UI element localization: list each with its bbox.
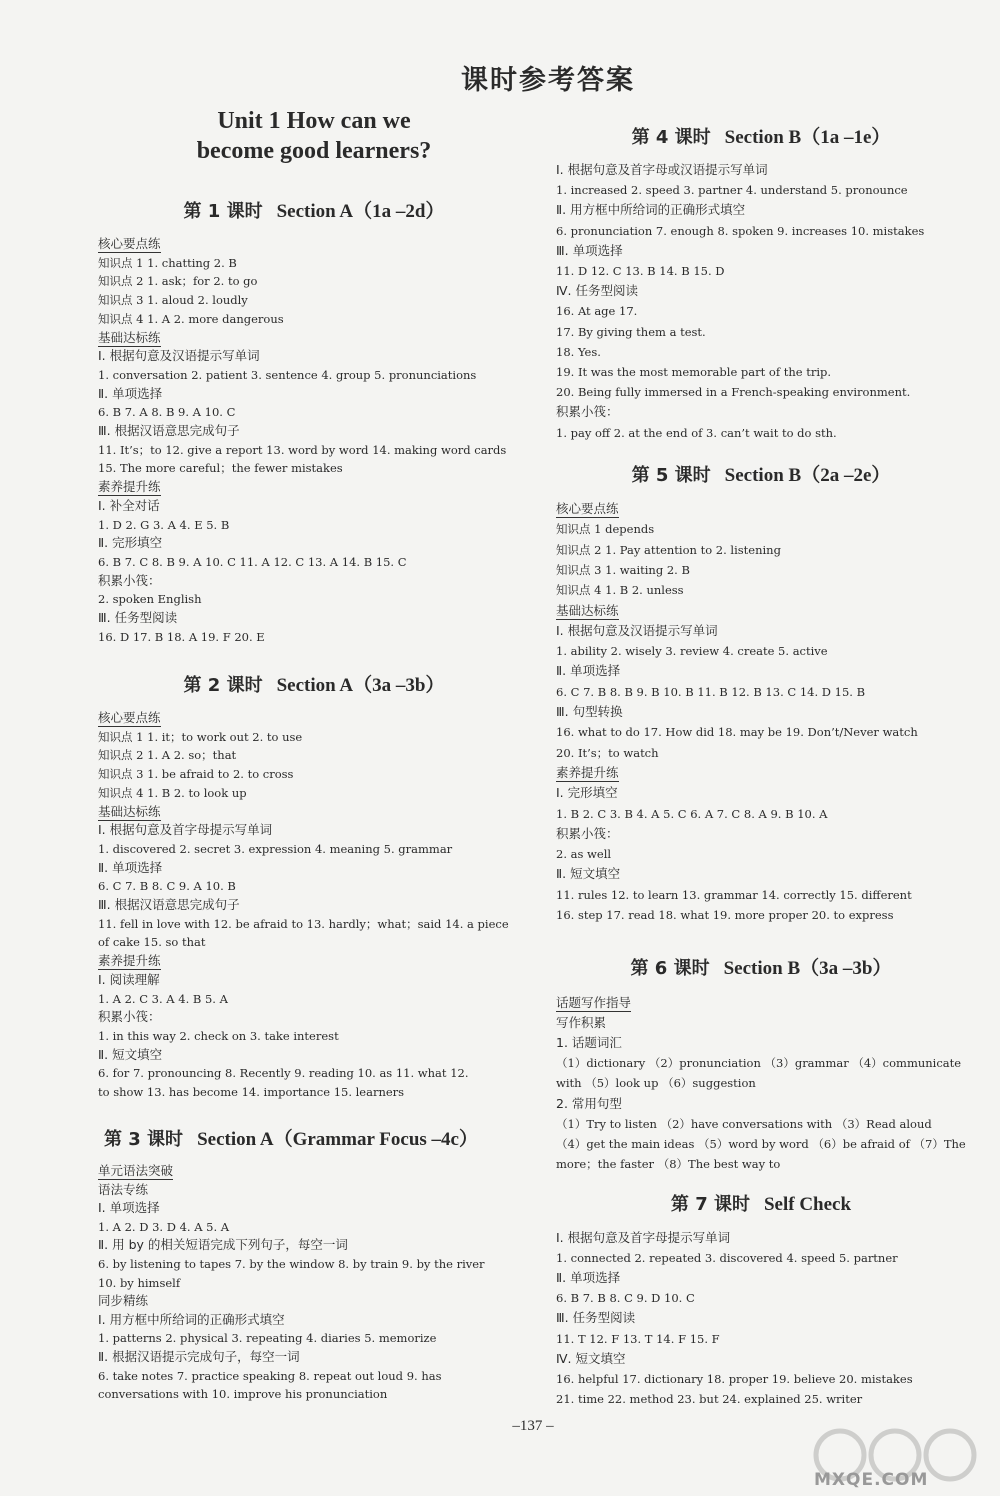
answer-line: 1. D 2. G 3. A 4. E 5. B — [98, 517, 230, 532]
answer-line: Ⅲ. 任务型阅读 — [98, 610, 178, 625]
answer-line: 2. 常用句型 — [556, 1095, 622, 1111]
answer-line: 1. in this way 2. check on 3. take interest — [98, 1028, 339, 1043]
lesson-number: 第 6 课时 — [630, 958, 710, 979]
answer-line: 1. increased 2. speed 3. partner 4. understand 5. pronounce — [556, 183, 908, 198]
section-heading-text: 核心要点练 — [98, 710, 161, 725]
lesson-title: Section A（Grammar Focus –4c） — [197, 1129, 478, 1150]
section-heading-text: 素养提升练 — [98, 953, 161, 969]
answer-line: Ⅱ. 短文填空 — [98, 1046, 163, 1062]
section-heading-text: 核心要点练 — [556, 501, 619, 516]
answer-line: Ⅰ. 补全对话 — [98, 497, 160, 513]
lesson-6-heading — [556, 953, 966, 980]
section-heading-text: 单元语法突破 — [98, 1163, 174, 1178]
lesson-7-heading — [556, 1190, 966, 1216]
lesson-number: 第 1 课时 — [183, 201, 263, 222]
section-heading — [98, 804, 530, 821]
watermark-text: MXQE.COM — [814, 1470, 929, 1490]
answer-line: 6. pronunciation 7. enough 8. spoken 9. increases 10. mistakes — [556, 223, 925, 238]
answer-line: Ⅱ. 用方框中所给词的正确形式填空 — [556, 202, 746, 218]
answer-line: 知识点 2 1. ask；for 2. to go — [98, 274, 258, 289]
lesson-number: 第 4 课时 — [631, 127, 711, 148]
answer-line: Ⅱ. 单项选择 — [556, 1270, 621, 1286]
answer-line: 1. conversation 2. patient 3. sentence 4. group 5. pronunciations — [98, 367, 477, 382]
answer-line: Ⅰ. 根据句意及首字母或汉语提示写单词 — [556, 162, 768, 177]
answer-line: 15. The more careful；the fewer mistakes — [98, 461, 343, 476]
answer-line: 6. C 7. B 8. B 9. B 10. B 11. B 12. B 13. C 14. D 15. B — [556, 684, 866, 699]
answer-line: 16. what to do 17. How did 18. may be 19. Don’t/Never watch — [556, 725, 918, 740]
section-heading-text: 基础达标练 — [98, 803, 161, 819]
lesson-title: Section B（3a –3b） — [723, 958, 892, 979]
answer-line: 1. pay off 2. at the end of 3. can’t wait to do sth. — [556, 425, 837, 440]
answer-line: 知识点 4 1. B 2. unless — [556, 583, 684, 598]
answer-line: 1. ability 2. wisely 3. review 4. create 5. active — [556, 644, 828, 659]
answer-line: 6. B 7. C 8. B 9. A 10. C 11. A 12. C 13. A 14. B 15. C — [98, 554, 407, 569]
answer-line: 20. Being fully immersed in a French-speaking environment. — [556, 385, 911, 400]
lesson-title: Self Check — [763, 1194, 852, 1215]
answer-line: 知识点 2 1. Pay attention to 2. listening — [556, 542, 781, 557]
answer-line: 10. by himself — [98, 1275, 181, 1290]
answer-line: 知识点 1 1. chatting 2. B — [98, 255, 237, 270]
answer-line: conversations with 10. improve his pronunciation — [98, 1387, 388, 1402]
answer-line: 写作积累 — [556, 1015, 607, 1031]
answer-line: 同步精练 — [98, 1293, 149, 1309]
page-title: 课时参考答案 — [461, 65, 635, 96]
answer-line: 16. step 17. read 18. what 19. more proper 20. to express — [556, 908, 894, 922]
section-heading — [98, 710, 530, 727]
answer-line: Ⅲ. 任务型阅读 — [556, 1310, 636, 1326]
answer-line: Ⅰ. 阅读理解 — [98, 971, 160, 987]
section-heading-text: 素养提升练 — [556, 764, 619, 780]
answer-line: 1. A 2. C 3. A 4. B 5. A — [98, 991, 228, 1006]
answer-line: （4）get the main ideas （5）word by word （6）be afraid of （7）The — [556, 1136, 966, 1151]
answer-line: to show 13. has become 14. importance 15. learners — [98, 1085, 405, 1099]
answer-line: 21. time 22. method 23. but 24. explained 25. writer — [556, 1391, 863, 1406]
answer-line: Ⅰ. 用方框中所给词的正确形式填空 — [98, 1311, 285, 1327]
answer-line: 2. spoken English — [98, 592, 202, 607]
answer-line: Ⅰ. 单项选择 — [98, 1200, 160, 1216]
answer-line: 11. T 12. F 13. T 14. F 15. F — [556, 1331, 720, 1346]
answer-line: 6. for 7. pronouncing 8. Recently 9. reading 10. as 11. what 12. — [98, 1066, 469, 1081]
answer-line: 1. 话题词汇 — [556, 1035, 622, 1051]
lesson-title: Section A（3a –3b） — [276, 675, 445, 696]
answer-line: 17. By giving them a test. — [556, 324, 706, 339]
section-heading — [98, 1163, 530, 1180]
answer-line: 6. take notes 7. practice speaking 8. repeat out loud 9. has — [98, 1368, 442, 1383]
answer-line: （1）dictionary （2）pronunciation （3）grammar （4）communicate — [556, 1056, 962, 1071]
answer-line: 1. B 2. C 3. B 4. A 5. C 6. A 7. C 8. A 9. B 10. A — [556, 806, 828, 821]
section-heading — [98, 479, 530, 496]
lesson-5-heading — [556, 460, 966, 487]
answer-line: Ⅱ. 单项选择 — [556, 663, 621, 679]
answer-line: 1. patterns 2. physical 3. repeating 4. diaries 5. memorize — [98, 1331, 437, 1346]
page-number: –137 – — [512, 1418, 554, 1434]
unit-title-line-1: Unit 1 How can we — [217, 108, 411, 134]
lesson-number: 第 7 课时 — [670, 1194, 750, 1215]
lesson-1-heading — [98, 196, 530, 223]
lesson-4-heading — [556, 122, 966, 149]
answer-line: Ⅱ. 根据汉语提示完成句子，每空一词 — [98, 1349, 300, 1364]
answer-line: Ⅰ. 根据句意及首字母提示写单词 — [98, 822, 273, 838]
answer-line: 知识点 4 1. B 2. to look up — [98, 785, 247, 800]
lesson-3-heading — [98, 1124, 536, 1151]
answer-line: 知识点 4 1. A 2. more dangerous — [98, 311, 284, 326]
answer-line: Ⅰ. 完形填空 — [556, 785, 618, 801]
section-heading — [556, 603, 966, 620]
answer-line: （1）Try to listen （2）have conversations with （3）Read aloud — [556, 1116, 932, 1131]
answer-line: 6. by listening to tapes 7. by the window 8. by train 9. by the river — [98, 1257, 485, 1271]
answer-line: 18. Yes. — [556, 344, 601, 359]
section-heading-text: 话题写作指导 — [556, 995, 632, 1010]
answer-line: Ⅳ. 短文填空 — [556, 1350, 626, 1366]
answer-line: of cake 15. so that — [98, 935, 206, 950]
answer-line: 16. D 17. B 18. A 19. F 20. E — [98, 629, 265, 644]
answer-line: 知识点 2 1. A 2. so；that — [98, 748, 237, 763]
answer-line: Ⅱ. 完形填空 — [98, 535, 163, 551]
lesson-2-heading — [98, 670, 530, 697]
section-heading — [98, 330, 530, 347]
lesson-number: 第 2 课时 — [183, 675, 263, 696]
answer-line: Ⅲ. 根据汉语意思完成句子 — [98, 897, 240, 912]
answer-line: 积累小筏： — [556, 404, 619, 420]
answer-line: Ⅰ. 根据句意及汉语提示写单词 — [556, 622, 718, 638]
section-heading-text: 基础达标练 — [98, 329, 161, 345]
answer-line: 6. B 7. B 8. C 9. D 10. C — [556, 1291, 695, 1306]
answer-line: 知识点 1 depends — [556, 522, 655, 537]
answer-line: Ⅲ. 根据汉语意思完成句子 — [98, 423, 240, 438]
answer-line: Ⅱ. 用 by 的相关短语完成下列句子，每空一词 — [98, 1237, 348, 1253]
section-heading — [556, 765, 966, 782]
answer-line: Ⅰ. 根据句意及汉语提示写单词 — [98, 348, 260, 364]
lesson-number: 第 3 课时 — [104, 1129, 184, 1150]
section-heading — [556, 995, 966, 1012]
lesson-title: Section B（2a –2e） — [724, 465, 891, 486]
answer-line: Ⅲ. 单项选择 — [556, 242, 623, 258]
section-heading — [556, 501, 966, 518]
answer-line: 19. It was the most memorable part of the trip. — [556, 365, 832, 379]
answer-line: Ⅲ. 句型转换 — [556, 704, 623, 719]
lesson-number: 第 5 课时 — [631, 465, 711, 486]
answer-line: more；the faster （8）The best way to — [556, 1156, 781, 1171]
answer-line: 1. connected 2. repeated 3. discovered 4. speed 5. partner — [556, 1251, 898, 1266]
lesson-title: Section A（1a –2d） — [276, 201, 445, 222]
answer-line: 16. At age 17. — [556, 304, 638, 319]
answer-line: 积累小筏： — [98, 572, 161, 588]
answer-line: 知识点 3 1. waiting 2. B — [556, 562, 690, 577]
answer-line: 1. A 2. D 3. D 4. A 5. A — [98, 1219, 230, 1234]
answer-line: with （5）look up （6）suggestion — [556, 1076, 756, 1091]
answer-line: 积累小筏： — [556, 825, 619, 841]
answer-line: Ⅱ. 短文填空 — [556, 866, 621, 882]
unit-title-line-2: become good learners? — [196, 138, 432, 164]
answer-line: 知识点 3 1. be afraid to 2. to cross — [98, 767, 294, 782]
answer-line: 11. It’s；to 12. give a report 13. word by word 14. making word cards — [98, 442, 507, 457]
answer-line: 积累小筏： — [98, 1009, 161, 1025]
answer-line: 语法专练 — [98, 1181, 149, 1197]
section-heading — [98, 236, 530, 253]
answer-line: 20. It’s；to watch — [556, 745, 659, 760]
section-heading-text: 核心要点练 — [98, 236, 161, 251]
answer-line: Ⅱ. 单项选择 — [98, 385, 163, 401]
answer-line: Ⅱ. 单项选择 — [98, 859, 163, 875]
answer-line: 6. B 7. A 8. B 9. A 10. C — [98, 405, 236, 420]
section-heading — [98, 953, 530, 970]
answer-line: 知识点 3 1. aloud 2. loudly — [98, 293, 248, 308]
answer-line: 知识点 1 1. it；to work out 2. to use — [98, 729, 303, 744]
answer-line: Ⅳ. 任务型阅读 — [556, 283, 638, 299]
answer-line: 2. as well — [556, 847, 612, 862]
answer-line: Ⅰ. 根据句意及首字母提示写单词 — [556, 1230, 731, 1245]
section-heading-text: 基础达标练 — [556, 602, 619, 618]
answer-line: 11. rules 12. to learn 13. grammar 14. correctly 15. different — [556, 887, 912, 902]
answer-line: 11. fell in love with 12. be afraid to 13. hardly；what；said 14. a piece — [98, 916, 509, 931]
section-heading-text: 素养提升练 — [98, 479, 161, 495]
lesson-title: Section B（1a –1e） — [724, 127, 891, 148]
answer-line: 1. discovered 2. secret 3. expression 4. meaning 5. grammar — [98, 841, 453, 856]
answer-line: 16. helpful 17. dictionary 18. proper 19. believe 20. mistakes — [556, 1371, 913, 1386]
answer-line: 6. C 7. B 8. C 9. A 10. B — [98, 879, 236, 894]
answer-line: 11. D 12. C 13. B 14. B 15. D — [556, 264, 725, 278]
